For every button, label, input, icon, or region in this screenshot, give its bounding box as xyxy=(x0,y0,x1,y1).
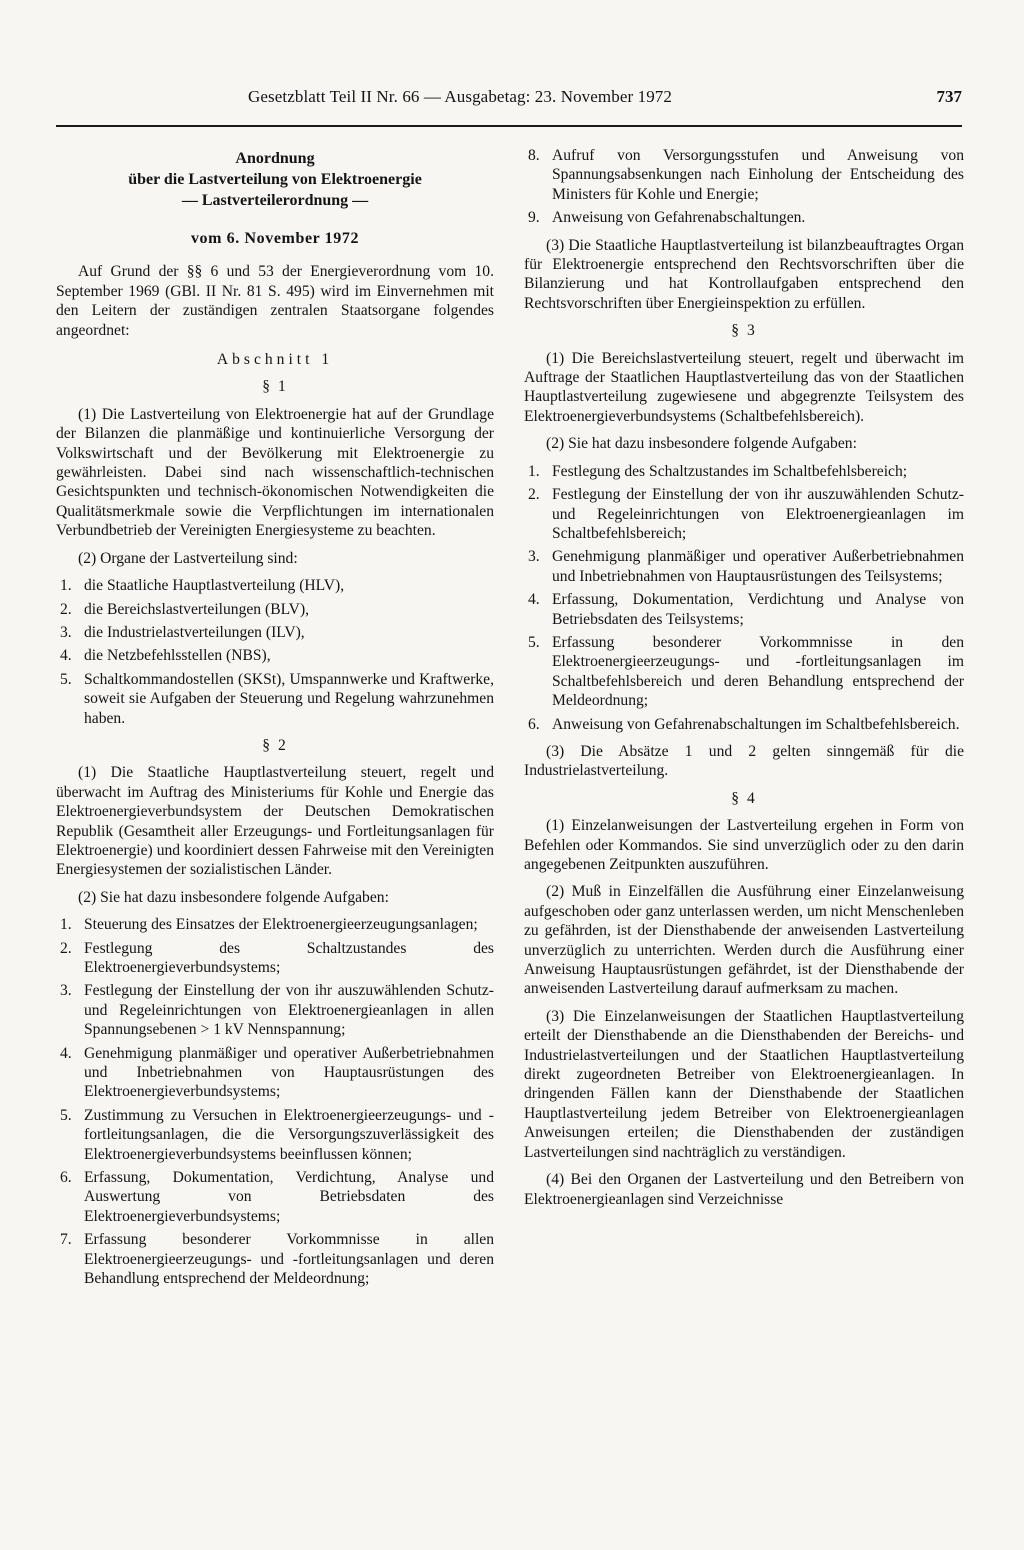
list-item xyxy=(56,623,494,642)
tasks-list-blv xyxy=(524,462,964,734)
list-item xyxy=(56,670,494,728)
list-text: Zustimmung zu Versuchen in Elektroenergieerzeugungs- und -fortleitungsanlagen, die die Versorgungszuverlässigkeit des Elektroenergieverbundsystems beeinflussen können; xyxy=(84,1106,494,1163)
paragraph-text: (1) Die Bereichslastverteilung steuert, regelt und überwacht im Auftrage der Staatlichen Hauptlastverteilung das von der Staatlichen Hauptlastverteilung zugewiesene und abgegrenzte Teilsystem des Elektroenergieverbundsystems (Schaltbefehlsbereich). xyxy=(524,349,964,425)
list-number: 7. xyxy=(60,1231,72,1249)
list-number: 3. xyxy=(528,548,540,566)
list-item xyxy=(56,646,494,665)
list-item xyxy=(56,1168,494,1226)
list-text: Genehmigung planmäßiger und operativer Außerbetriebnahmen und Inbetriebnahmen von Hauptausrüstungen des Elektroenergieverbundsystems; xyxy=(84,1044,494,1101)
paragraph-text: (1) Einzelanweisungen der Lastverteilung ergehen in Form von Befehlen oder Kommandos. Sie sind unverzüglich oder zu den darin angegebenen Zeitpunkten auszuführen. xyxy=(524,817,964,873)
paragraph-text: (2) Sie hat dazu insbesondere folgende Aufgaben: xyxy=(546,435,857,453)
list-number: 4. xyxy=(60,647,72,665)
list-number: 5. xyxy=(60,670,72,688)
paragraph-heading-1: § 1 xyxy=(262,378,288,396)
title-line: über die Lastverteilung von Elektroenergie xyxy=(128,171,422,188)
title-line: Anordnung xyxy=(235,150,315,167)
list-number: 1. xyxy=(60,577,72,595)
list-item xyxy=(524,146,964,204)
section-heading: Abschnitt 1 xyxy=(216,351,334,369)
list-text: Erfassung besonderer Vorkommnisse in den Elektroenergieerzeugungs- und -fortleitungsanlagen im Schaltbefehlsbereich und deren Behandlung entsprechend der Meldeordnung; xyxy=(552,633,964,710)
list-text: die Industrielastverteilungen (ILV), xyxy=(84,623,305,641)
paragraph-text: (1) Die Lastverteilung von Elektroenergie hat auf der Grundlage der Bilanzen die planmäßige und kontinuierliche Versorgung der Volkswirtschaft und der Bevölkerung mit Elektroenergie zu gewährleisten. Dabei sind nach wissenschaftlich-technischen Gesichtspunkten und technisch-ökonomischen Notwendigkeiten die Qualitätsmerkmale sowie die Verpflichtungen im internationalen Verbundbetrieb der Vereinigten Energiesysteme zu beachten. xyxy=(56,405,494,540)
list-item xyxy=(56,600,494,619)
list-text: Anweisung von Gefahrenabschaltungen. xyxy=(552,209,806,227)
list-item xyxy=(56,576,494,595)
list-text: Aufruf von Versorgungsstufen und Anweisung von Spannungsabsenkungen nach Einholung der Entscheidung des Ministers für Kohle und Energie; xyxy=(552,147,964,203)
list-text: Festlegung der Einstellung der von ihr auszuwählenden Schutz- und Regeleinrichtungen von Elektroenergieanlagen im Schaltbefehlsbereich; xyxy=(552,486,964,542)
right-column xyxy=(524,146,964,1217)
list-item xyxy=(524,208,964,227)
list-number: 6. xyxy=(60,1169,72,1187)
list-number: 1. xyxy=(528,462,540,480)
list-number: 9. xyxy=(528,209,540,227)
list-item xyxy=(524,485,964,543)
list-number: 2. xyxy=(60,939,72,957)
list-text: die Netzbefehlsstellen (NBS), xyxy=(84,647,271,665)
list-number: 3. xyxy=(60,623,72,641)
list-number: 2. xyxy=(60,600,72,618)
list-item xyxy=(524,590,964,629)
list-number: 5. xyxy=(60,1106,72,1124)
list-item xyxy=(56,1106,494,1164)
list-item xyxy=(524,633,964,711)
header-divider xyxy=(56,125,962,127)
page-number: 737 xyxy=(936,87,962,106)
document-date: vom 6. November 1972 xyxy=(190,230,360,247)
list-item xyxy=(56,939,494,978)
tasks-list-hlv xyxy=(56,915,494,1288)
paragraph-text: (2) Organe der Lastverteilung sind: xyxy=(78,549,298,567)
left-column xyxy=(56,146,494,1297)
preamble: Auf Grund der §§ 6 und 53 der Energieverordnung vom 10. September 1969 (GBl. II Nr. 81 S. 495) wird im Einvernehmen mit den Leitern der zuständigen zentralen Staatsorgane folgendes angeordnet: xyxy=(56,263,494,339)
list-number: 2. xyxy=(528,486,540,504)
paragraph-text: (1) Die Staatliche Hauptlastverteilung steuert, regelt und überwacht im Auftrag des Ministeriums für Kohle und Energie das Elektroenergieverbundsystem der Deutschen Demokratischen Republik (Gesamtheit aller Erzeugungs- und Fortleitungsanlagen für Elektroenergie) und koordiniert dessen Fahrweise mit den Vereinigten Energiesystemen der sozialistischen Länder. xyxy=(56,764,494,879)
list-item xyxy=(524,547,964,586)
list-number: 4. xyxy=(60,1044,72,1062)
tasks-list-hlv-continued xyxy=(524,146,964,228)
paragraph-heading-2: § 2 xyxy=(262,736,288,754)
paragraph-text: (3) Die Einzelanweisungen der Staatlichen Hauptlastverteilung erteilt der Diensthabende an die Diensthabenden der Bereichs- und Industrielastverteilungen und der Staatlichen Hauptlastverteilung direkt zugeordneten Betreiber von Elektroenergieanlagen. In dringenden Fällen kann der Diensthabende der Staatlichen Hauptlastverteilung jedem Betreiber von Elektroenergieanlagen Anweisungen erteilen; die Diensthabenden der zuständigen Lastverteilungen sind nachträglich zu verständigen. xyxy=(524,1007,964,1161)
list-item xyxy=(524,462,964,481)
list-text: die Bereichslastverteilungen (BLV), xyxy=(84,600,310,618)
list-item xyxy=(56,1230,494,1288)
paragraph-heading-4: § 4 xyxy=(731,789,757,807)
paragraph-heading-3: § 3 xyxy=(731,322,757,340)
list-text: Festlegung des Schaltzustandes des Elektroenergieverbundsystems; xyxy=(84,939,494,976)
list-item xyxy=(524,715,964,734)
list-text: Steuerung des Einsatzes der Elektroenergieerzeugungsanlagen; xyxy=(84,916,478,934)
list-text: Festlegung des Schaltzustandes im Schaltbefehlsbereich; xyxy=(552,462,908,480)
list-text: Genehmigung planmäßiger und operativer Außerbetriebnahmen und Inbetriebnahmen von Hauptausrüstungen des Teilsystems; xyxy=(552,548,964,585)
paragraph-text: (2) Muß in Einzelfällen die Ausführung einer Einzelanweisung aufgeschoben oder ganz unterlassen werden, um nicht Menschenleben zu gefährden, ist der Diensthabende der anweisenden Lastverteilung unverzüglich zu unterrichten. Werden durch die Ausführung einer Anweisung Hauptausrüstungen gefährdet, ist der Diensthabende der anweisenden Lastverteilung darauf aufmerksam zu machen. xyxy=(524,883,964,998)
list-text: Schaltkommandostellen (SKSt), Umspannwerke und Kraftwerke, soweit sie Aufgaben der Steuerung und Regelung wahrzunehmen haben. xyxy=(84,670,494,727)
organs-list xyxy=(56,576,494,728)
list-text: Erfassung besonderer Vorkommnisse in allen Elektroenergieerzeugungs- und -fortleitungsanlagen und deren Behandlung entsprechend der Meldeordnung; xyxy=(84,1231,494,1288)
list-number: 6. xyxy=(528,715,540,733)
list-number: 5. xyxy=(528,633,540,651)
paragraph-text: (3) Die Absätze 1 und 2 gelten sinngemäß für die Industrielastverteilung. xyxy=(524,742,964,780)
list-text: Erfassung, Dokumentation, Verdichtung und Analyse von Betriebsdaten des Teilsystems; xyxy=(552,591,964,628)
list-text: die Staatliche Hauptlastverteilung (HLV), xyxy=(84,577,345,595)
paragraph-text: (2) Sie hat dazu insbesondere folgende Aufgaben: xyxy=(78,888,389,906)
document-title xyxy=(56,148,494,211)
list-item xyxy=(56,915,494,934)
list-item xyxy=(56,1044,494,1102)
paragraph-text: (4) Bei den Organen der Lastverteilung und den Betreibern von Elektroenergieanlagen sind Verzeichnisse xyxy=(524,1171,964,1208)
list-text: Anweisung von Gefahrenabschaltungen im Schaltbefehlsbereich. xyxy=(552,715,960,733)
list-number: 1. xyxy=(60,916,72,934)
title-line: — Lastverteilerordnung — xyxy=(181,192,369,209)
header-title: Gesetzblatt Teil II Nr. 66 — Ausgabetag: 23. November 1972 xyxy=(248,87,673,106)
list-number: 3. xyxy=(60,982,72,1000)
list-text: Festlegung der Einstellung der von ihr auszuwählenden Schutz- und Regeleinrichtungen von Elektroenergieanlagen in allen Spannungsebenen > 1 kV Nennspannung; xyxy=(84,982,494,1039)
list-number: 4. xyxy=(528,591,540,609)
paragraph-text: (3) Die Staatliche Hauptlastverteilung ist bilanzbeauftragtes Organ für Elektroenergie entsprechend den Rechtsvorschriften über die Bilanzierung und hat Kontrollaufgaben entsprechend den Rechtsvorschriften über Energieinspektion zu erfüllen. xyxy=(524,236,964,312)
list-item xyxy=(56,981,494,1039)
list-number: 8. xyxy=(528,147,540,164)
list-text: Erfassung, Dokumentation, Verdichtung, Analyse und Auswertung von Betriebsdaten des Elektroenergieverbundsystems; xyxy=(84,1169,494,1225)
